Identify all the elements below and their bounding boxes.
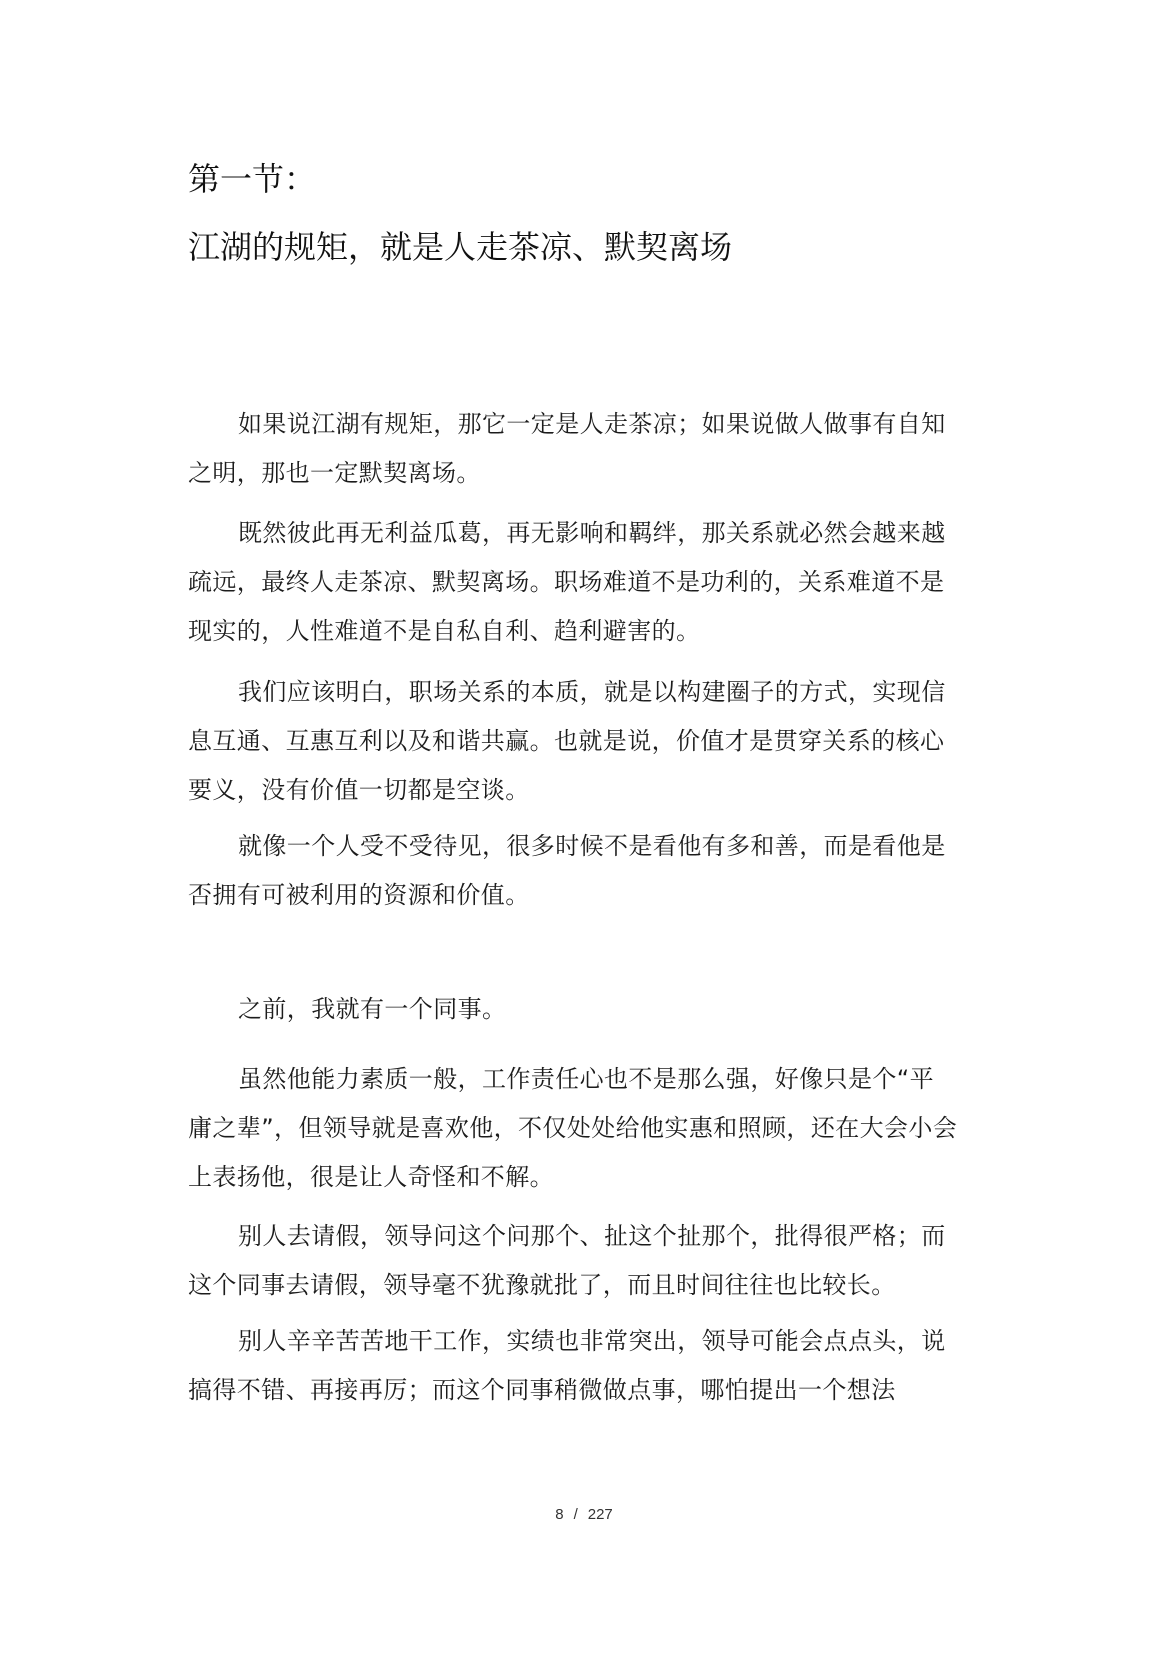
section-title: 江湖的规矩，就是人走茶凉、默契离场 (188, 228, 733, 266)
page-separator: / (573, 1506, 578, 1523)
paragraph-4: 就像一个人受不受待见，很多时候不是看他有多和善，而是看他是否拥有可被利用的资源和价值。 (188, 832, 946, 909)
page-number (0, 1505, 1168, 1525)
page-current: 8 (555, 1506, 564, 1523)
paragraph-2: 既然彼此再无利益瓜葛，再无影响和羁绊，那关系就必然会越来越疏远，最终人走茶凉、默契离场。职场难道不是功利的，关系难道不是现实的，人性难道不是自私自利、趋利避害的。 (188, 519, 946, 645)
paragraph-8: 别人辛辛苦苦地干工作，实绩也非常突出，领导可能会点点头，说搞得不错、再接再厉；而这个同事稍微做点事，哪怕提出一个想法 (188, 1327, 946, 1404)
paragraph-7: 别人去请假，领导问这个问那个、扯这个扯那个，批得很严格；而这个同事去请假，领导毫不犹豫就批了，而且时间往往也比较长。 (188, 1222, 946, 1299)
paragraph-3: 我们应该明白，职场关系的本质，就是以构建圈子的方式，实现信息互通、互惠互利以及和谐共赢。也就是说，价值才是贯穿关系的核心要义，没有价值一切都是空谈。 (188, 678, 946, 804)
paragraph-5: 之前，我就有一个同事。 (238, 995, 507, 1023)
paragraph-6: 虽然他能力素质一般，工作责任心也不是那么强，好像只是个“平庸之辈”，但领导就是喜欢他，不仅处处给他实惠和照顾，还在大会小会上表扬他，很是让人奇怪和不解。 (188, 1065, 958, 1191)
paragraph-1: 如果说江湖有规矩，那它一定是人走茶凉；如果说做人做事有自知之明，那也一定默契离场。 (188, 410, 946, 487)
section-heading: 第一节： (188, 160, 317, 198)
page-total: 227 (587, 1506, 613, 1523)
